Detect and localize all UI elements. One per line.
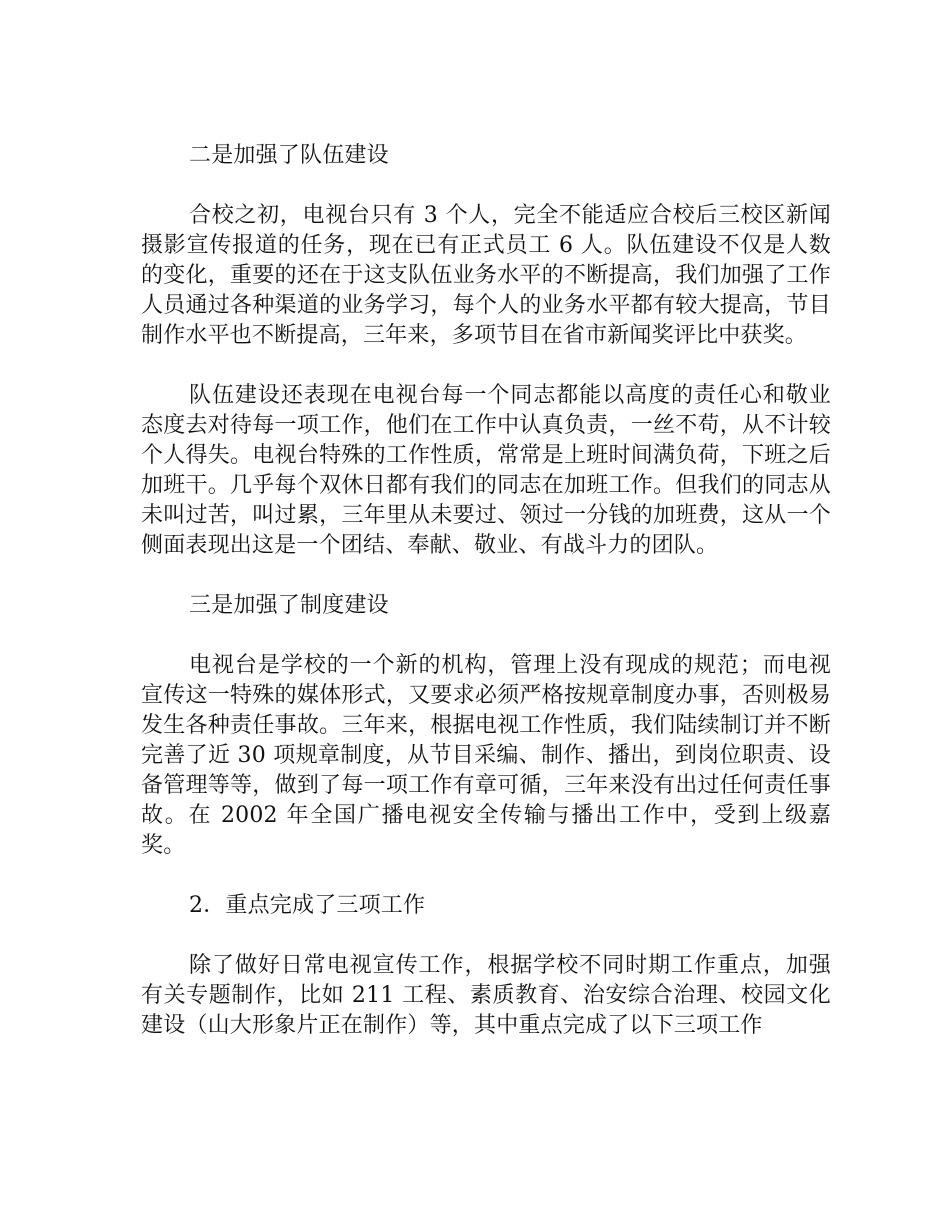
- paragraph-staff-growth: 合校之初，电视台只有 3 个人，完全不能适应合校后三校区新闻摄影宣传报道的任务，现在已有正式员工 6 人。队伍建设不仅是人数的变化，重要的还在于这支队伍业务水平的不断提高，我们加强了工作人员通过各种渠道的业务学习，每个人的业务水平都有较大提高，节目制作水平也不断提高，三年来，多项节目在省市新闻奖评比中获奖。: [141, 203, 831, 348]
- paragraph-regulations: 电视台是学校的一个新的机构，管理上没有现成的规范；而电视宣传这一特殊的媒体形式，又要求必须严格按规章制度办事，否则极易发生各种责任事故。三年来，根据电视工作性质，我们陆续制订并不断完善了近 30 项规章制度，从节目采编、制作、播出，到岗位职责、设备管理等等，做到了每一项工作有章可循，三年来没有出过任何责任事故。在 2002 年全国广播电视安全传输与播出工作中，受到上级嘉奖。: [141, 653, 831, 858]
- document-body: [141, 141, 831, 1041]
- section-heading-team-building: 二是加强了队伍建设: [189, 143, 389, 168]
- section-heading-system-building: 三是加强了制度建设: [189, 593, 389, 618]
- paragraph-team-dedication: 队伍建设还表现在电视台每一个同志都能以高度的责任心和敬业态度去对待每一项工作，他们在工作中认真负责，一丝不苟，从不计较个人得失。电视台特殊的工作性质，常常是上班时间满负荷，下班之后加班干。几乎每个双休日都有我们的同志在加班工作。但我们的同志从未叫过苦，叫过累，三年里从未要过、领过一分钱的加班费，这从一个侧面表现出这是一个团结、奉献、敬业、有战斗力的团队。: [141, 383, 831, 558]
- paragraph-key-tasks-intro: 除了做好日常电视宣传工作，根据学校不同时期工作重点，加强有关专题制作，比如 211 工程、素质教育、治安综合治理、校园文化建设（山大形象片正在制作）等，其中重点完成了以下三项工作: [141, 953, 831, 1038]
- section-heading-key-tasks: 2．重点完成了三项工作: [189, 893, 426, 918]
